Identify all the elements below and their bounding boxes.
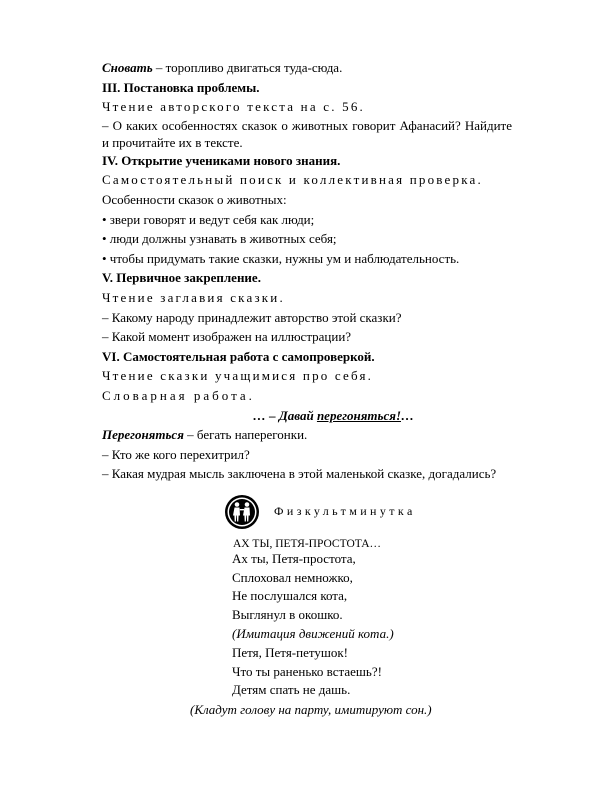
activity-independent-search: Самостоятельный поиск и коллективная проверка. [102,172,483,188]
bullet-item: • чтобы придумать такие сказки, нужны ум и наблюдательность. [102,250,460,266]
poem-line: Петя, Петя-петушок! [232,644,349,660]
bullet-item: • люди должны узнавать в животных себя; [102,231,337,247]
poem-line: Детям спать не дашь. [232,682,351,698]
quote-underlined-word: перегоняться! [316,407,401,423]
quote-prefix: … – Давай [252,407,317,423]
definition-peregonyatsya [102,425,512,445]
poem-line: Сплоховал немножко, [232,569,353,585]
poem-line: Ах ты, Петя-простота, [232,550,356,566]
definition-text: – торопливо двигаться туда-сюда. [152,60,343,75]
section-heading-3: III. Постановка проблемы. [102,79,260,95]
activity-reading-author-text: Чтение авторского текста на с. 56. [102,99,365,115]
definition-text: – бегать наперегонки. [183,427,308,443]
section-heading-5: V. Первичное закрепление. [102,270,261,286]
section-heading-4: IV. Открытие учениками нового знания. [102,152,341,168]
poem-title: АХ ТЫ, ПЕТЯ-ПРОСТОТА… [232,537,382,550]
poem-stage-direction: (Имитация движений кота.) [232,626,394,642]
section-heading-6: VI. Самостоятельная работа с самопроверкой. [102,348,375,364]
question-wise-thought: – Какая мудрая мысль заключена в этой маленькой сказке, догадались? [102,466,497,482]
fizminutka-header [224,490,512,534]
question-who-outwitted: – Кто же кого перехитрил? [102,446,250,462]
quote-line [102,406,512,426]
activity-vocabulary: Словарная работа. [102,387,255,403]
activity-silent-reading: Чтение сказки учащимися про себя. [102,368,374,384]
two-children-circle-icon [224,494,260,530]
question-afanasiy: – О каких особенностях сказок о животных говорит Афанасий? Найдите и прочитайте их в тексте. [102,117,512,150]
quote-suffix: … [401,407,414,423]
document-page [102,58,512,720]
features-heading: Особенности сказок о животных: [102,191,287,207]
poem-line: Что ты раненько встаешь?! [232,663,382,679]
poem-closing-stage-direction: (Кладут голову на парту, имитируют сон.) [190,702,432,718]
poem-line: Не послушался кота, [232,588,348,604]
question-illustration: – Какой момент изображен на иллюстрации? [102,329,352,345]
poem-body [232,550,512,700]
term-peregonyatsya: Перегоняться [102,427,184,443]
poem-line: Выглянул в окошко. [232,607,343,623]
fizminutka-label: Физкультминутка [274,504,416,519]
term-snovat: Сновать [102,60,153,75]
question-authorship: – Какому народу принадлежит авторство этой сказки? [102,309,402,325]
definition-snovat [102,58,512,78]
bullet-item: • звери говорят и ведут себя как люди; [102,211,315,227]
activity-reading-title: Чтение заглавия сказки. [102,289,285,305]
